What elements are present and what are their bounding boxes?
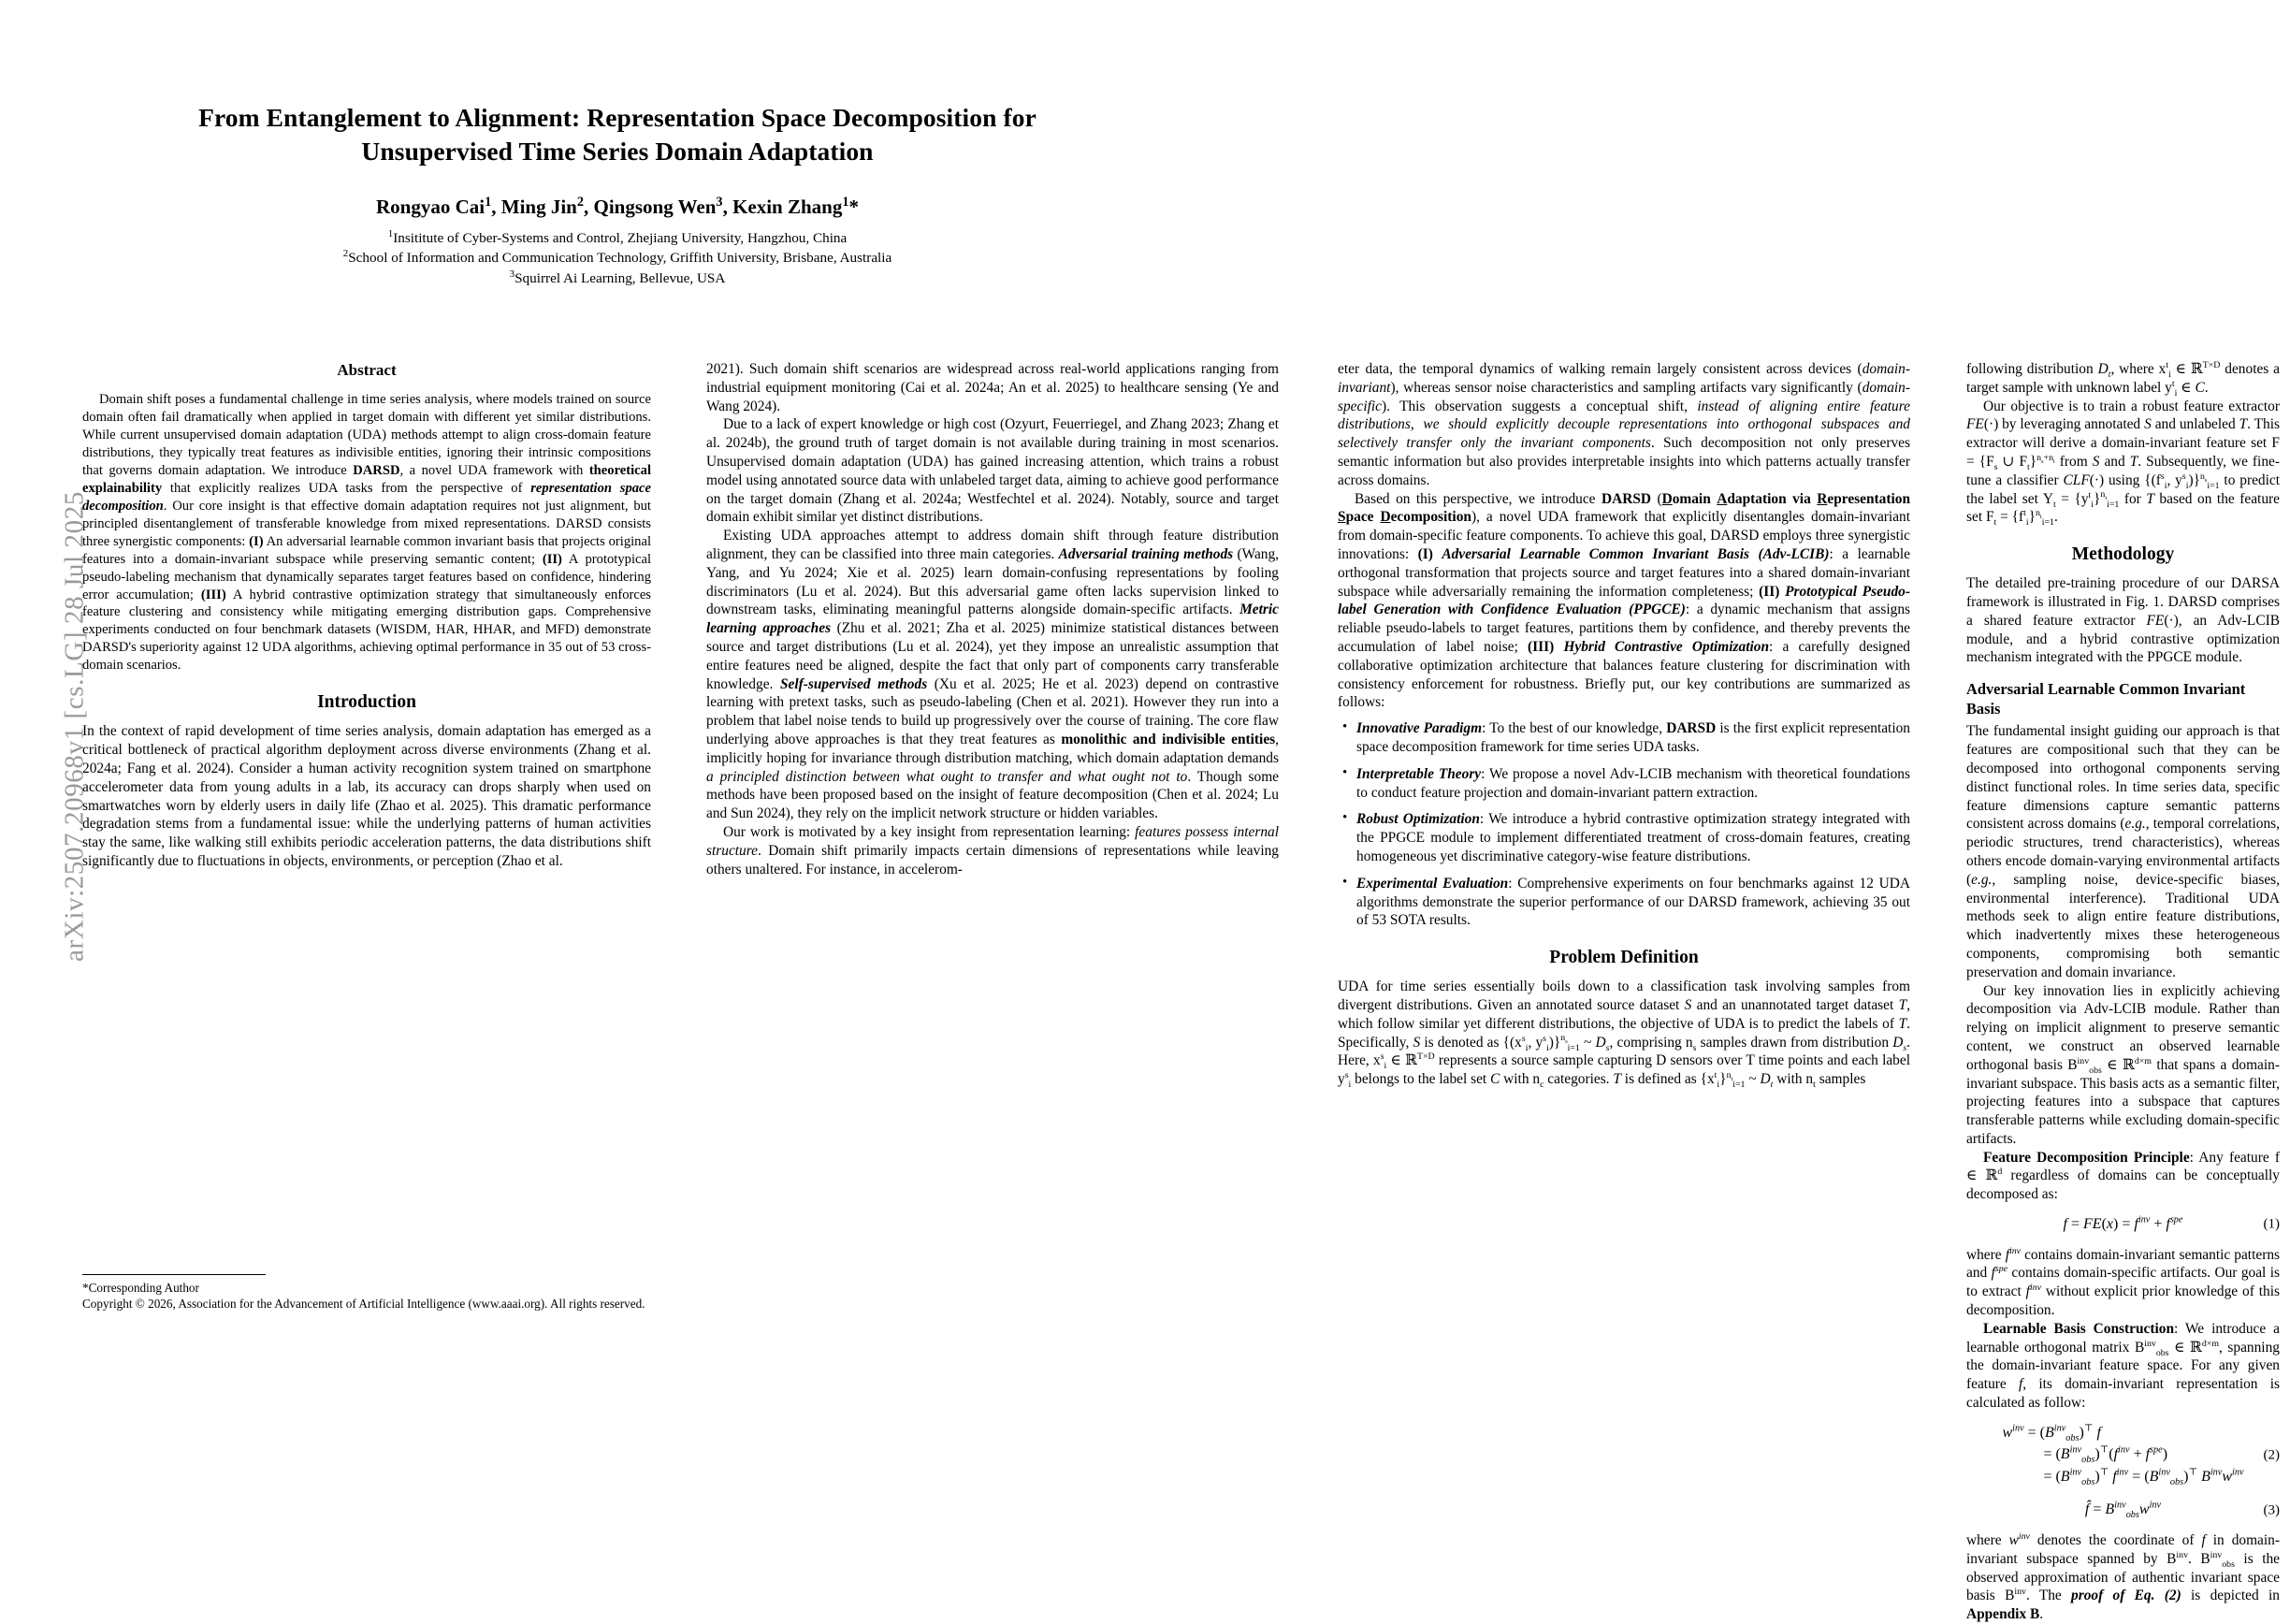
contribution-bullet-list [1338,719,1910,930]
page-title [84,101,1151,169]
adv-lcib-paragraph: The fundamental insight guiding our approach is that features are compositional such that they can be decomposed into orthogonal components serving distinct functional roles. In time series data, specific feature dimensions capture semantic patterns consistent across domains (e.g., temporal correlations, periodic structures, trend characteristics), whereas others encode domain-varying environmental artifacts (e.g., sampling noise, device-specific biases, environmental interference). Traditional UDA methods seek to align entire feature distributions, which inadvertently mixes these heterogeneous components, compromising both semantic preservation and domain invariance. [1966,723,2280,980]
intro-paragraph: In the context of rapid development of time series analysis, domain adaptation has emerged as a critical bottleneck of practical algorithm deployment across diverse environments (Zhang et al. 2024a; Fang et al. 2024). Consider a human activity recognition system trained on smartphone accelerometer data from young adults in a lab, its accuracy can drops sharply when used on smartwatches worn by elderly users in daily life (Zhao et al. 2025). This dramatic performance degradation stems from a fundamental issue: while the underlying patterns of human activities stay the same, like walking still exhibits periodic acceleration patterns, the data distributions shift significantly due to fluctuations in objects, environments, or perception (Zhao et al. [82,723,651,869]
column-1 [82,360,651,871]
contribution-bullet: • Experimental Evaluation: Comprehensive experiments on four benchmarks against 12 UDA algorithms demonstrate the superior performance of our DARSD framework, achieving 35 out of 53 SOTA results. [1356,875,1910,930]
intro-paragraph: 2021). Such domain shift scenarios are widespread across real-world applications ranging from industrial equipment monitoring (Cai et al. 2024a; An et al. 2025) to healthcare sensing (Ye and Wang 2024). [706,361,1279,414]
equation-2-number: (2) [2263,1446,2280,1462]
intro-paragraph: Our work is motivated by a key insight from representation learning: features possess internal structure. Domain shift primarily impacts certain dimensions of representations while leaving others unaltered. For instance, in accelerom- [706,823,1279,877]
section-heading-introduction: Introduction [317,692,416,713]
section-heading-problem-definition: Problem Definition [1549,948,1699,968]
intro-paragraph: Due to a lack of expert knowledge or high cost (Ozyurt, Feuerriegel, and Zhang 2023; Zhang et al. 2024b), the ground truth of target domain is not available during training in most scenarios. Unsupervised domain adaptation (UDA) has gained increasing attention, which trains a robust model using annotated source data with unlabeled target data, aiming to achieve good performance on the target domain (Zhang et al. 2024a; Westfechtel et al. 2024). Notably, source and target domain exhibit similar yet distinct distributions. [706,416,1279,526]
equation-2-body: $w^{inv} = (B^{inv}_{obs})^⊤$ f = $(B^{inv}_{obs})^⊤(f^{inv} + f^{spe})$ = $(B^{inv}_{obs})^⊤$ $f^{inv} = (B^{inv}_{obs})^⊤$ $B^{inv}w^{inv}$ [2002,1423,2244,1488]
title-block [84,101,1151,289]
contribution-bullet: • Innovative Paradigm: To the best of our knowledge, DARSD is the first explicit representation space decomposition framework for time series UDA tasks. [1356,719,1910,757]
abstract-body: Domain shift poses a fundamental challenge in time series analysis, where models trained on source domain often fail dramatically when applied in target domain with different yet similar distributions. While current unsupervised domain adaptation (UDA) methods attempt to align cross-domain feature distributions, they typically treat features as indivisible entities, ignoring their intrinsic compositions that governs domain adaptation. We introduce DARSD, a novel UDA framework with theoretical explainability that explicitly realizes UDA tasks from the perspective of representation space decomposition. Our core insight is that effective domain adaptation requires not just alignment, but principled disentanglement of transferable knowledge from mixed representations. DARSD consists three synergistic components: (I) An adversarial learnable common invariant basis that projects original features into a domain-invariant subspace while preserving semantic content; (II) A prototypical pseudo-labeling mechanism that dynamically separates target features based on confidence, hindering error accumulation; (III) A hybrid contrastive optimization strategy that simultaneously enforces feature clustering and consistency while mitigating emerging distribution gaps. Comprehensive experiments conducted on four benchmark datasets (WISDM, HAR, HHAR, and MFD) demonstrate DARSD's superiority against 12 UDA algorithms, achieving optimal performance in 35 out of 53 cross-domain scenarios. [82,391,652,674]
subsection-heading-adv-lcib: Adversarial Learnable Common Invariant Basis [1966,680,2246,718]
adv-lcib-paragraph: Feature Decomposition Principle: Any feature f ∈ ℝ$^d$ regardless of domains can be conceptually decomposed as: [1966,1149,2280,1203]
intro-paragraph: Existing UDA approaches attempt to address domain shift through feature distribution alignment, they can be classified into three main categories. Adversarial training methods (Wang, Yang, and Yu 2024; Xie et al. 2025) learn domain-confusing representations by fooling discriminators (Lu et al. 2024). But this adversarial game often lacks supervision linked to downstream tasks, eliminating meaningful patterns alongside domain-specific artifacts. Metric learning approaches (Zhu et al. 2021; Zha et al. 2025) minimize statistical distances between source and target distributions (Lu et al. 2024), yet they impose an unrealistic assumption that entire features need be aligned, despite the fact that only part of components carry transferable knowledge. Self-supervised methods (Xu et al. 2025; He et al. 2023) depend on contrastive learning with pretext tasks, such as pseudo-labeling (Chen et al. 2021). However they run into a problem that label noise tends to build up progressively over the course of training. The core flaw underlying above approaches is that they treat features as monolithic and indivisible entities, implicitly hoping for invariance through distribution matching, which domain adaptation demands a principled distinction between what ought to transfer and what ought not to. Though some methods have been proposed based on the insight of feature decomposition (Chen et al. 2024; Lu and Sun 2024), they rely on the implicit network structure or hidden variables. [706,528,1280,822]
equation-2 [1966,1421,2280,1490]
footnote-copyright: Copyright © 2026, Association for the Advancement of Artificial Intelligence (www.aaai.org). All rights reserved. [82,1297,645,1312]
footnote-rule [82,1274,266,1275]
contribution-bullet: • Robust Optimization: We introduce a hybrid contrastive optimization strategy integrated with the PPGCE module to implement differentiated treatment of cross-domain features, creating homogeneous yet discriminative category-wise feature distributions. [1356,810,1910,865]
affiliation-item: $^2$School of Information and Communication Technology, Griffith University, Brisbane, Australia [342,248,892,267]
intro-paragraph: Based on this perspective, we introduce DARSD (Domain Adaptation via Representation Space Decomposition), a novel UDA framework that explicitly disentangles domain-invariant from domain-specific feature components. To achieve this goal, DARSD employs three synergistic innovations: (I) Adversarial Learnable Common Invariant Basis (Adv-LCIB): a learnable orthogonal transformation that projects source and target features into a shared domain-invariant subspace while adversarially remaining the information completeness; (II) Prototypical Pseudo-label Generation with Confidence Evaluation (PPGCE): a dynamic mechanism that assigns reliable pseudo-labels to target features, partitions them by confidence, and thereby prevents the accumulation of label noise; (III) Hybrid Contrastive Optimization: a carefully designed collaborative optimization architecture that balances feature clustering for discrimination with consistency enforcement for robustness. Briefly put, our key contributions are summarized as follows: [1338,490,1911,711]
equation-3-number: (3) [2263,1502,2280,1518]
column-4 [1966,360,2280,1624]
column-2 [706,360,1279,878]
abstract-heading: Abstract [337,361,397,379]
column-3 [1338,360,1910,1089]
paper-title-line-2: Unsupervised Time Series Domain Adaptation [361,137,874,167]
intro-paragraph: eter data, the temporal dynamics of walking remain largely consistent across devices (domain-invariant), whereas sensor noise characteristics and sampling artifacts vary significantly (domain-specific). This observation suggests a conceptual shift, instead of aligning entire feature distributions, we should explicitly decouple representations into orthogonal subspaces and selectively transfer only the invariant components. Such decomposition not only preserves semantic information but also provides interpretable insights into which patterns actually transfer across domains. [1338,361,1910,488]
adv-lcib-paragraph: Our key innovation lies in explicitly achieving decomposition via Adv-LCIB module. Rather than relying on implicit alignment to preserve semantic content, we construct an observed learnable orthogonal basis $B^{inv}_{obs}$ ∈ ℝ$^{d\times m}$ that spans a domain-invariant subspace. This basis acts as a semantic filter, projecting features into a subspace that captures transferable patterns while excluding domain-specific artifacts. [1966,982,2280,1147]
arxiv-stamp [0,0,90,1482]
equation-3 [1966,1498,2280,1523]
paper-page [75,0,2290,1623]
equation-3-body: f̂ = $B^{inv}_{obs}w^{inv}$ [2084,1501,2162,1521]
equation-1 [1966,1212,2280,1238]
problem-definition-paragraph: Our objective is to train a robust feature extractor FE(·) by leveraging annotated S and unlabeled T. This extractor will derive a domain-invariant feature set $F = \{F_s$ ∪ $F_t\}^{n_s+n_t}$ from S and T. Subsequently, we fine-tune a classifier CLF(·) using {($f^s_i$, $y^s_i)\}^{n_s}_{i=1}$ to predict the label set $Y_t = \{y^t_i\}^{n_t}_{i=1}$ for T based on the feature set $F_t = \{f^t_i\}^{n_t}_{i=1}$. [1966,398,2281,529]
problem-definition-paragraph: UDA for time series essentially boils down to a classification task involving samples from divergent distributions. Given an annotated source dataset S and an unannotated target dataset T, which follow similar yet different distributions, the objective of UDA is to predict the labels of T. Specifically, S is denoted as {($x^s_i$, $y^s_i)\}^{n_s}_{i=1}$ ~ $D_s$, comprising $n_s$ samples drawn from distribution $D_s$. Here, $x^s_i$ ∈ ℝ$^{T\times D}$ represents a source sample capturing D sensors over T time points and each label $y^s_i$ belongs to the label set C with $n_c$ categories. T is defined as $\{x^t_i\}^{n_t}_{i=1}$ ~ $D_t$ with $n_t$ samples [1338,979,1911,1091]
equation-1-number: (1) [2263,1216,2280,1232]
adv-lcib-paragraph: Learnable Basis Construction: We introduce a learnable orthogonal matrix $B^{inv}_{obs}$ ∈ ℝ$^{d\times m}$, spanning the domain-invariant feature space. For any given feature f, its domain-invariant representation is calculated as follow: [1966,1320,2280,1411]
author-list: Rongyao Cai$^1$, Ming Jin$^2$, Qingsong Wen$^3$, Kexin Zhang$^1$* [376,194,859,218]
footnote-block [82,1274,651,1312]
affiliation-list [84,228,1151,289]
footnote-corresponding-author: *Corresponding Author [82,1281,199,1295]
paper-title-line-1: From Entanglement to Alignment: Representation Space Decomposition for [198,103,1036,132]
affiliation-item: $^1$Insititute of Cyber-Systems and Control, Zhejiang University, Hangzhou, China [387,227,848,246]
methodology-paragraph: The detailed pre-training procedure of our DARSA framework is illustrated in Fig. 1. DARSD comprises a shared feature extractor FE(·), an Adv-LCIB module, and a hybrid contrastive optimization mechanism integrated with the PPGCE module. [1966,575,2280,666]
problem-definition-paragraph: following distribution $D_t$, where $x^t_i$ ∈ ℝ$^{T\times D}$ denotes a target sample with unknown label $y^t_i$ ∈ C. [1966,359,2280,399]
adv-lcib-paragraph: where $w^{inv}$ denotes the coordinate of f in domain-invariant subspace spanned by $B^{inv}$. $B^{inv}_{obs}$ is the observed approximation of authentic invariant space basis $B^{inv}$. The proof of Eq. (2) is depicted in Appendix B. [1966,1530,2280,1623]
arxiv-stamp-text: arXiv:2507.20968v1 [cs.LG] 28 Jul 2025 [59,491,90,962]
affiliation-item: $^3$Squirrel Ai Learning, Bellevue, USA [509,268,726,287]
contribution-bullet: • Interpretable Theory: We propose a novel Adv-LCIB mechanism with theoretical foundations to conduct feature projection and domain-invariant pattern extraction. [1356,765,1910,803]
adv-lcib-paragraph: where $f^{inv}$ contains domain-invariant semantic patterns and $f^{spe}$ contains domain-specific artifacts. Our goal is to extract $f^{inv}$ without explicit prior knowledge of this decomposition. [1966,1245,2281,1319]
section-heading-methodology: Methodology [2071,544,2175,565]
equation-1-body: $f = FE(x) = f^{inv} + f^{spe}$ [2063,1214,2183,1233]
